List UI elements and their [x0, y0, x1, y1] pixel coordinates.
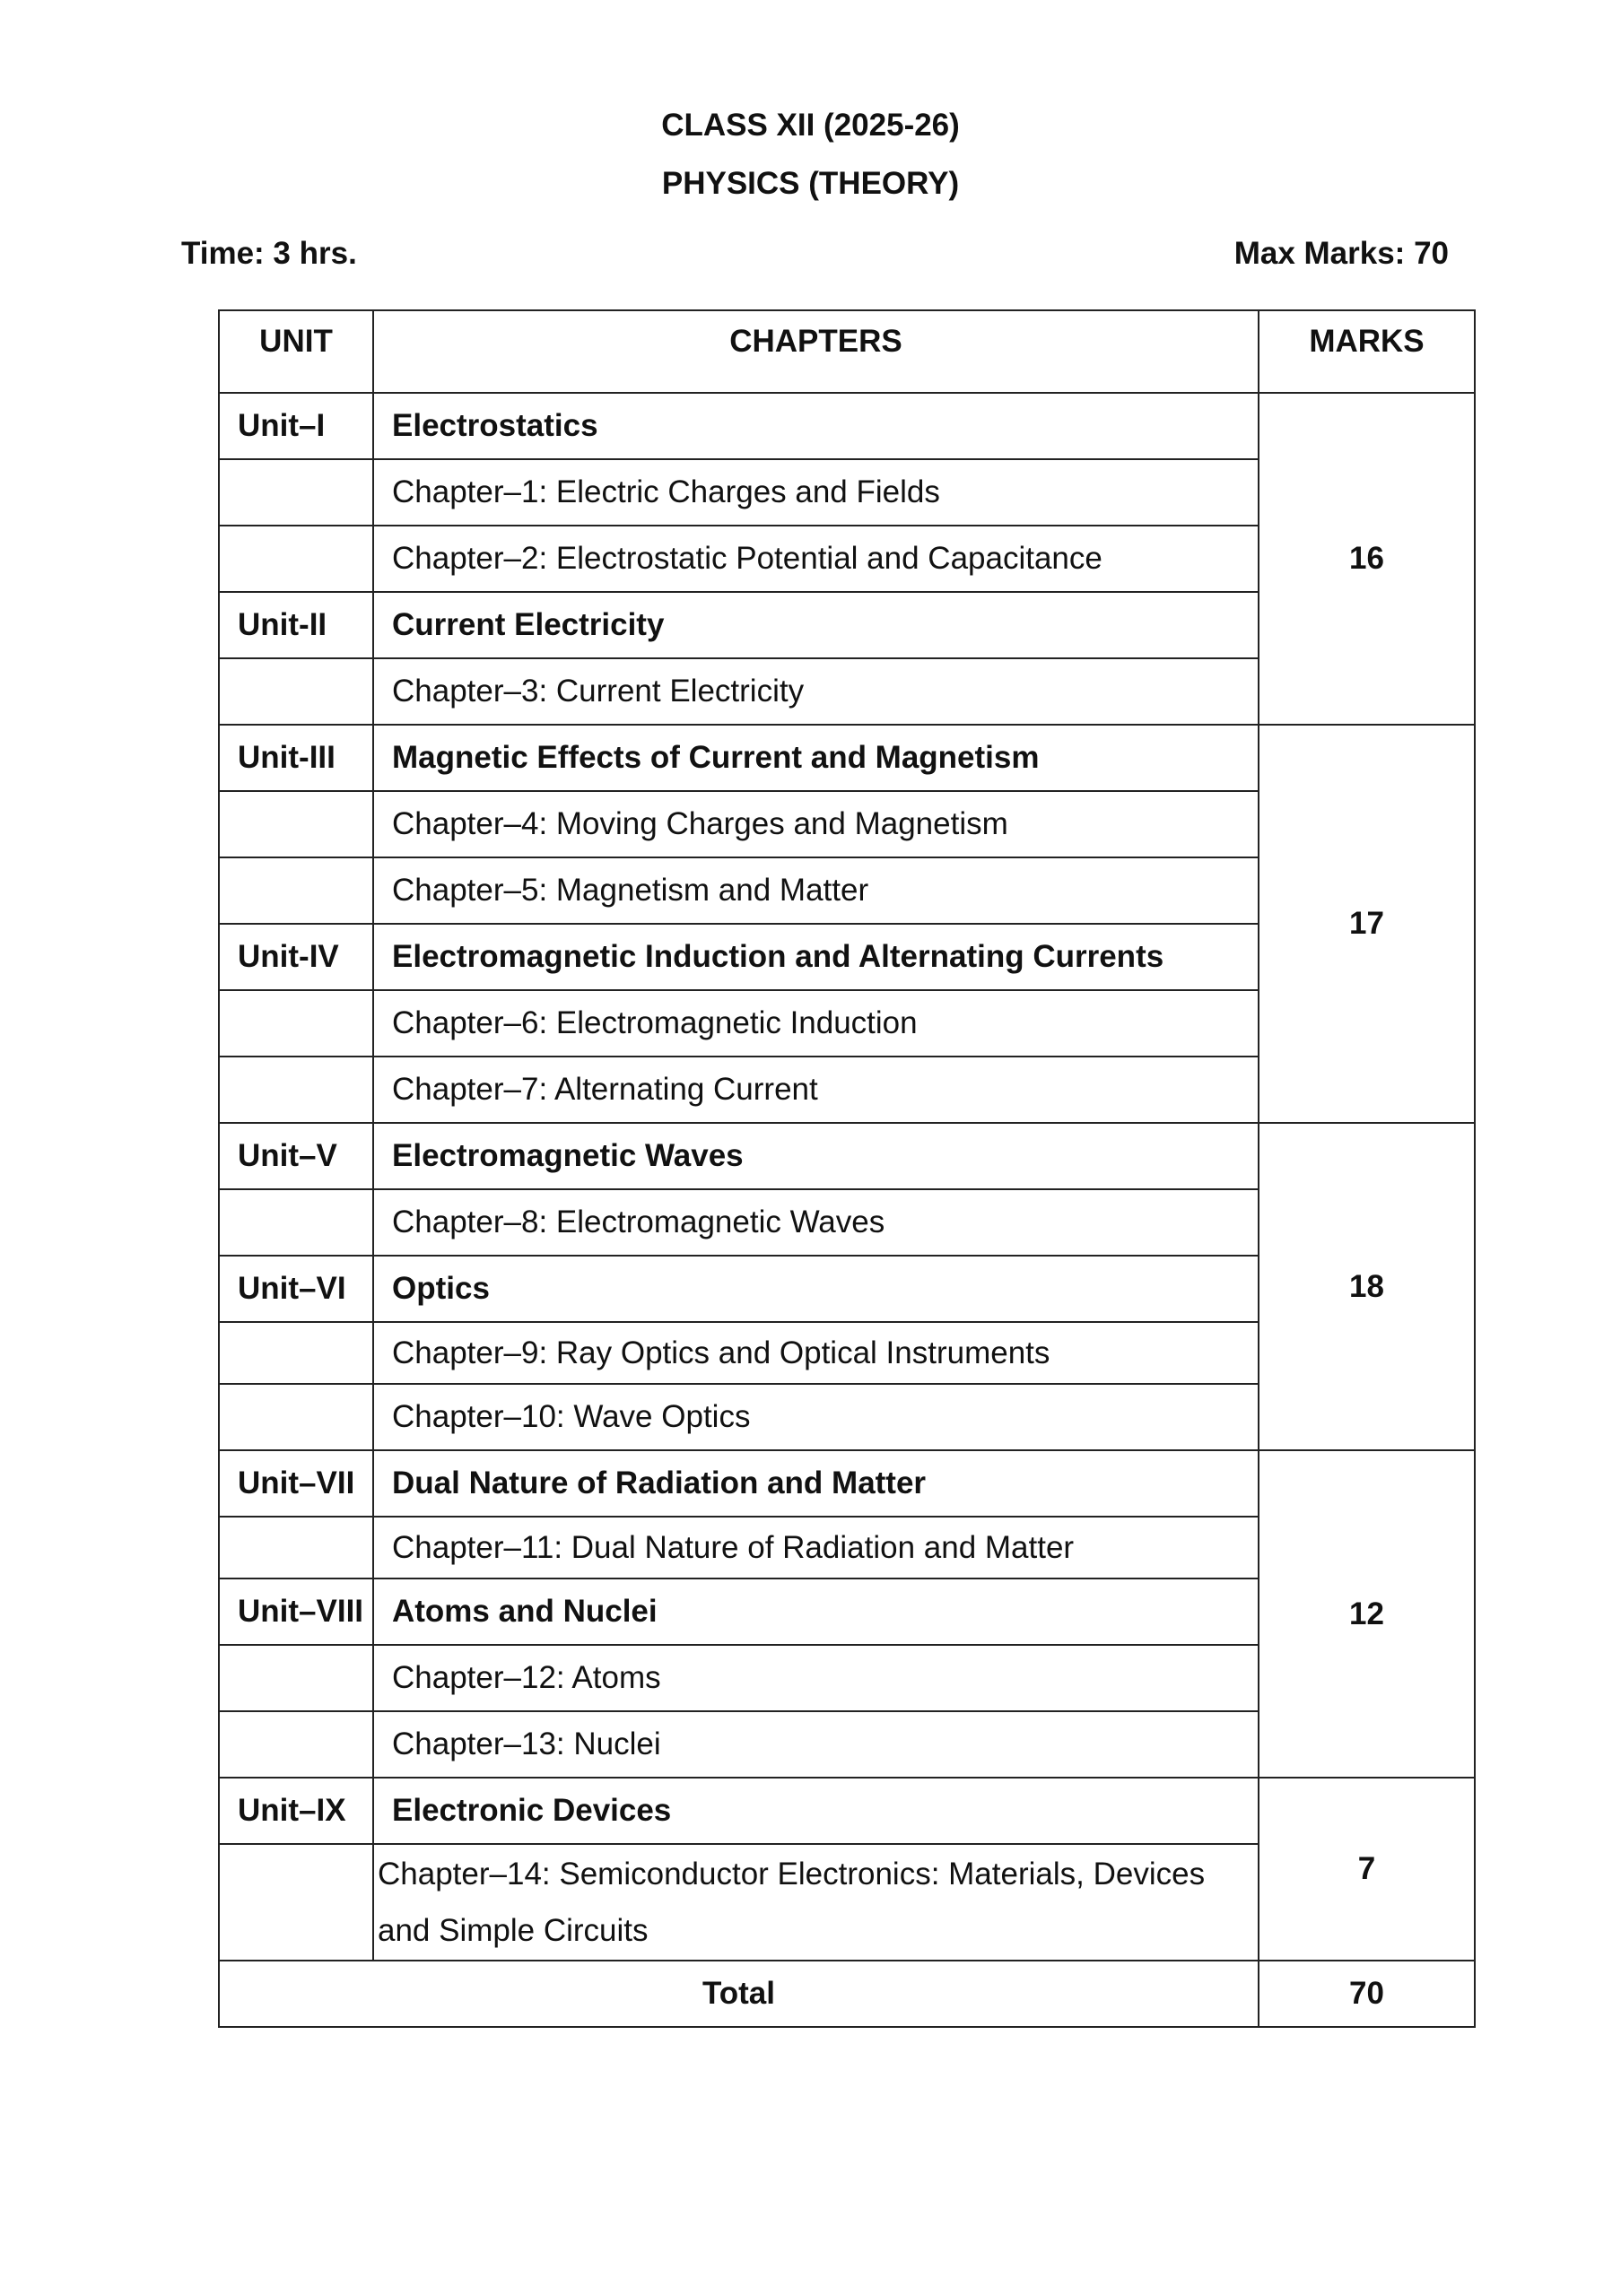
unit-cell — [219, 791, 373, 857]
chapter-cell: Chapter–6: Electromagnetic Induction — [373, 990, 1259, 1057]
max-marks: Max Marks: 70 — [1233, 236, 1449, 271]
unit-title-cell: Electronic Devices — [373, 1778, 1259, 1844]
unit-cell: Unit–IX — [219, 1778, 373, 1844]
unit-title-cell: Electromagnetic Waves — [373, 1123, 1259, 1189]
unit-column-header: UNIT — [219, 310, 373, 393]
chapter-cell: Chapter–4: Moving Charges and Magnetism — [373, 791, 1259, 857]
unit-cell — [219, 459, 373, 526]
chapter-cell: Chapter–10: Wave Optics — [373, 1384, 1259, 1450]
unit-cell: Unit-II — [219, 592, 373, 658]
unit-cell — [219, 526, 373, 592]
chapter-cell: Chapter–7: Alternating Current — [373, 1057, 1259, 1123]
chapter-cell: Chapter–2: Electrostatic Potential and Capacitance — [373, 526, 1259, 592]
chapter-cell: Chapter–13: Nuclei — [373, 1711, 1259, 1778]
unit-cell: Unit–VII — [219, 1450, 373, 1517]
chapter-cell: Chapter–12: Atoms — [373, 1645, 1259, 1711]
unit-cell — [219, 1189, 373, 1256]
unit-cell — [219, 1057, 373, 1123]
unit-title-cell: Current Electricity — [373, 592, 1259, 658]
marks-cell: 16 — [1259, 393, 1475, 725]
unit-cell — [219, 1645, 373, 1711]
table-row — [219, 1778, 1475, 1844]
table-row — [219, 1123, 1475, 1189]
chapters-column-header: CHAPTERS — [373, 310, 1259, 393]
unit-cell: Unit–VIII — [219, 1578, 373, 1645]
marks-cell: 12 — [1259, 1450, 1475, 1778]
table-row — [219, 725, 1475, 791]
chapter-cell: Chapter–8: Electromagnetic Waves — [373, 1189, 1259, 1256]
syllabus-table — [218, 309, 1476, 2028]
unit-cell — [219, 1844, 373, 1961]
unit-cell: Unit–I — [219, 393, 373, 459]
unit-cell: Unit–VI — [219, 1256, 373, 1322]
unit-cell — [219, 1384, 373, 1450]
unit-title-cell: Magnetic Effects of Current and Magnetism — [373, 725, 1259, 791]
unit-title-cell: Optics — [373, 1256, 1259, 1322]
unit-cell — [219, 658, 373, 725]
marks-column-header: MARKS — [1259, 310, 1475, 393]
unit-cell — [219, 1711, 373, 1778]
unit-cell: Unit-IV — [219, 924, 373, 990]
unit-cell — [219, 857, 373, 924]
total-marks: 70 — [1259, 1961, 1475, 2027]
unit-cell — [219, 1517, 373, 1578]
marks-cell: 7 — [1259, 1778, 1475, 1961]
chapter-cell: Chapter–1: Electric Charges and Fields — [373, 459, 1259, 526]
unit-title-cell: Electrostatics — [373, 393, 1259, 459]
subject-title: PHYSICS (THEORY) — [661, 166, 960, 201]
unit-cell — [219, 990, 373, 1057]
unit-cell: Unit–V — [219, 1123, 373, 1189]
total-row — [219, 1961, 1475, 2027]
chapter-cell: Chapter–9: Ray Optics and Optical Instruments — [373, 1322, 1259, 1384]
unit-cell: Unit-III — [219, 725, 373, 791]
unit-cell — [219, 1322, 373, 1384]
unit-title-cell: Dual Nature of Radiation and Matter — [373, 1450, 1259, 1517]
marks-cell: 18 — [1259, 1123, 1475, 1450]
unit-title-cell: Electromagnetic Induction and Alternating Currents — [373, 924, 1259, 990]
marks-cell: 17 — [1259, 725, 1475, 1123]
table-row — [219, 1450, 1475, 1517]
exam-time: Time: 3 hrs. — [181, 236, 357, 271]
chapter-cell: Chapter–3: Current Electricity — [373, 658, 1259, 725]
unit-title-cell: Atoms and Nuclei — [373, 1578, 1259, 1645]
chapter-cell: Chapter–11: Dual Nature of Radiation and Matter — [373, 1517, 1259, 1578]
table-header-row — [219, 310, 1475, 393]
total-label: Total — [219, 1961, 1259, 2027]
table-row — [219, 393, 1475, 459]
chapter-cell: Chapter–14: Semiconductor Electronics: Materials, Devices and Simple Circuits — [373, 1844, 1259, 1961]
chapter-cell: Chapter–5: Magnetism and Matter — [373, 857, 1259, 924]
class-title: CLASS XII (2025-26) — [661, 108, 960, 143]
